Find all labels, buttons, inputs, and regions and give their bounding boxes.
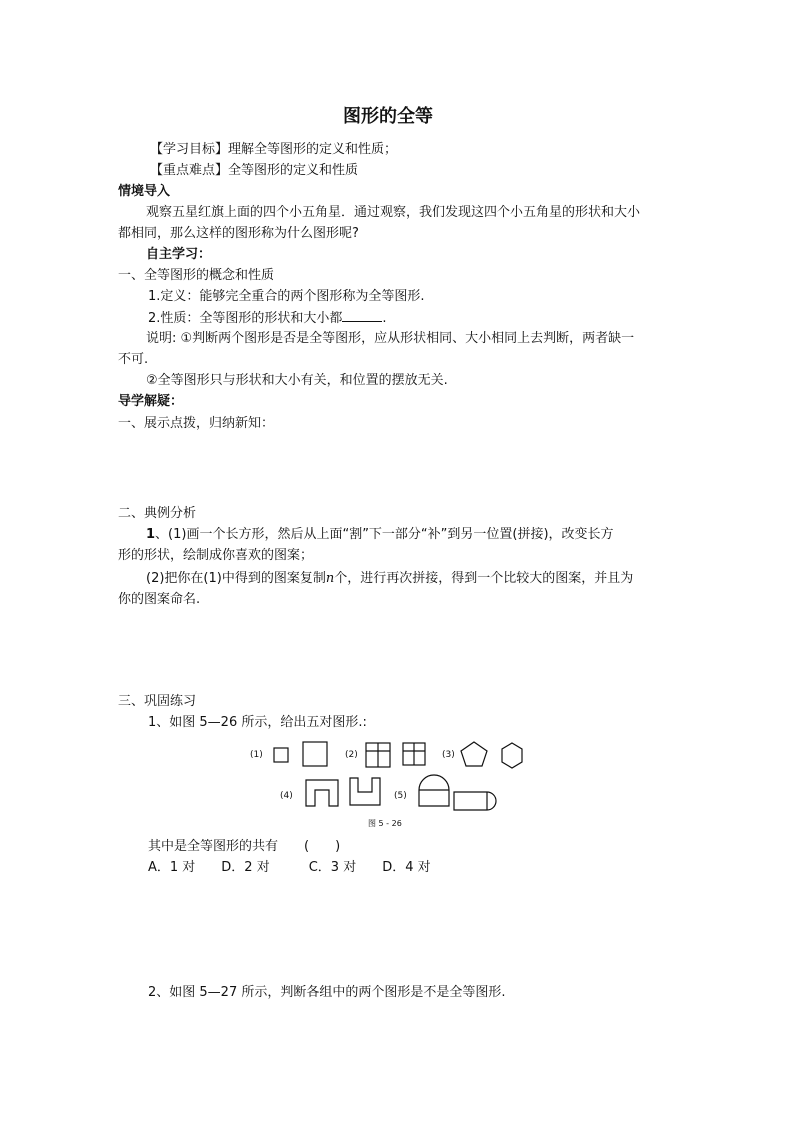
figure-label-3: (3) — [442, 750, 455, 760]
dome-shape-b — [454, 792, 496, 810]
example1-text: 、(1)画一个长方形，然后从上面“割”下一部分“补”到另一位置(拼接)，改变长方 — [155, 527, 614, 542]
large-square-shape — [303, 742, 327, 766]
figure-label-2: (2) — [345, 750, 358, 760]
page-title: 图形的全等 — [343, 106, 433, 127]
example1-line3b: 个，进行再次拼接，得到一个比较大的图案，并且为 — [334, 571, 634, 586]
hexagon-shape — [502, 743, 522, 768]
intro-paragraph-line2: 都相同，那么这样的图形称为什么图形呢? — [118, 226, 359, 241]
u-shape-a — [306, 780, 338, 806]
cross-shape-a — [366, 743, 390, 767]
section-practice: 三、巩固练习 — [118, 694, 197, 709]
intro-paragraph-line1: 观察五星红旗上面的四个小五角星．通过观察，我们发现这四个小五角星的形状和大小 — [146, 205, 641, 220]
figure-label-1: (1) — [250, 750, 263, 760]
variable-n: n — [325, 571, 335, 586]
section-concepts: 一、全等图形的概念和性质 — [118, 268, 275, 283]
question1: 1、如图 5—26 所示，给出五对图形.: — [148, 715, 367, 730]
question2: 2、如图 5—27 所示，判断各组中的两个图形是不是全等图形. — [148, 985, 506, 1000]
example1-line4: 你的图案命名. — [118, 592, 201, 607]
figure-label-4: (4) — [280, 791, 293, 801]
guided-heading: 导学解疑： — [118, 394, 184, 409]
learning-objective: 【学习目标】理解全等图形的定义和性质； — [150, 142, 398, 157]
example1-line1 — [146, 526, 614, 544]
figure-label-5: (5) — [394, 791, 407, 801]
small-square-shape — [274, 748, 288, 762]
example1-number: 1 — [146, 527, 156, 542]
cross-shape-b — [403, 743, 425, 765]
property-prefix: 2.性质：全等图形的形状和大小都 — [148, 311, 343, 326]
answer-blank[interactable] — [342, 309, 382, 322]
example1-line3a: (2)把你在(1)中得到的图案复制 — [146, 571, 326, 586]
self-study-heading: 自主学习： — [146, 247, 212, 262]
figure-caption: 图 5 - 26 — [368, 819, 402, 828]
note-line2: 不可. — [118, 352, 149, 367]
pentagon-shape — [461, 742, 487, 766]
intro-heading: 情境导入 — [118, 184, 171, 199]
property-line — [148, 309, 387, 328]
section-display: 一、展示点拨，归纳新知： — [118, 416, 275, 431]
example1-line2: 形的形状，绘制成你喜欢的图案； — [118, 548, 314, 563]
note-line3: ②全等图形只与形状和大小有关，和位置的摆放无关. — [146, 373, 448, 388]
figure-5-26 — [240, 734, 540, 834]
question1-options: A．1 对 D．2 对 C．3 对 D．4 对 — [148, 860, 431, 875]
example1-line3 — [146, 570, 633, 588]
section-examples: 二、典例分析 — [118, 506, 197, 521]
definition-text: 1.定义：能够完全重合的两个图形称为全等图形. — [148, 289, 425, 304]
property-suffix: . — [382, 311, 387, 326]
note-line1: 说明: ①判断两个图形是否是全等图形，应从形状相同、大小相同上去判断，两者缺一 — [146, 331, 635, 346]
question1-stem: 其中是全等图形的共有 ( ) — [148, 839, 341, 854]
key-points: 【重点难点】全等图形的定义和性质 — [150, 163, 359, 178]
u-shape-b — [350, 778, 380, 805]
